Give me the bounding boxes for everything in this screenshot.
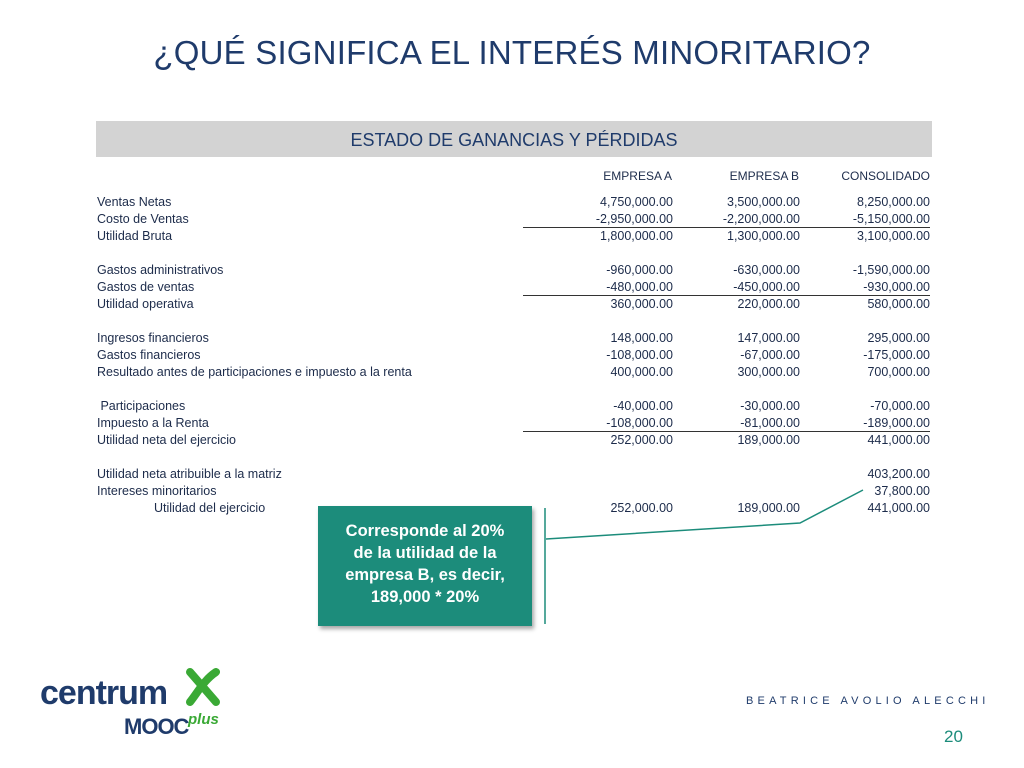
value-empresa-a: -108,000.00 bbox=[606, 416, 673, 430]
value-consolidado: -930,000.00 bbox=[863, 280, 930, 294]
value-empresa-b: -630,000.00 bbox=[733, 263, 800, 277]
svg-text:MOOC: MOOC bbox=[124, 714, 189, 739]
value-consolidado: 441,000.00 bbox=[867, 501, 930, 515]
value-consolidado: 3,100,000.00 bbox=[857, 229, 930, 243]
svg-text:plus: plus bbox=[188, 711, 219, 728]
value-empresa-b: -2,200,000.00 bbox=[722, 212, 800, 226]
value-empresa-b: 147,000.00 bbox=[737, 331, 800, 345]
value-consolidado: -189,000.00 bbox=[863, 416, 930, 430]
value-empresa-b: 189,000.00 bbox=[737, 433, 800, 447]
row-label: Utilidad neta del ejercicio bbox=[97, 433, 236, 447]
row-label: Utilidad Bruta bbox=[97, 229, 173, 243]
author-name: BEATRICE AVOLIO ALECCHI bbox=[746, 695, 990, 707]
value-empresa-a: 148,000.00 bbox=[610, 331, 673, 345]
value-empresa-b: 189,000.00 bbox=[737, 501, 800, 515]
page-number: 20 bbox=[944, 727, 963, 746]
value-empresa-b: -450,000.00 bbox=[733, 280, 800, 294]
column-header-empresa-b: EMPRESA B bbox=[729, 169, 799, 183]
value-empresa-b: 3,500,000.00 bbox=[727, 195, 800, 209]
row-label: Ventas Netas bbox=[97, 195, 172, 209]
value-consolidado: 295,000.00 bbox=[867, 331, 930, 345]
value-empresa-b: -81,000.00 bbox=[740, 416, 800, 430]
value-empresa-a: -960,000.00 bbox=[606, 263, 673, 277]
callout-line: de la utilidad de la bbox=[353, 544, 497, 562]
value-consolidado: -5,150,000.00 bbox=[852, 212, 930, 226]
row-label: Resultado antes de participaciones e impuesto a la renta bbox=[97, 365, 412, 379]
row-label: Utilidad operativa bbox=[97, 297, 194, 311]
value-empresa-a: -108,000.00 bbox=[606, 348, 673, 362]
value-consolidado: 580,000.00 bbox=[867, 297, 930, 311]
callout-box bbox=[318, 506, 532, 626]
value-empresa-a: -2,950,000.00 bbox=[595, 212, 673, 226]
value-empresa-a: 400,000.00 bbox=[610, 365, 673, 379]
row-label: Gastos administrativos bbox=[97, 263, 224, 277]
value-empresa-a: 1,800,000.00 bbox=[600, 229, 673, 243]
value-consolidado: 8,250,000.00 bbox=[857, 195, 930, 209]
value-empresa-b: -30,000.00 bbox=[740, 399, 800, 413]
value-consolidado: 37,800.00 bbox=[874, 484, 930, 498]
value-empresa-a: -480,000.00 bbox=[606, 280, 673, 294]
row-label: Gastos de ventas bbox=[97, 280, 195, 294]
column-header-empresa-a: EMPRESA A bbox=[603, 169, 672, 183]
value-consolidado: -175,000.00 bbox=[863, 348, 930, 362]
value-empresa-a: -40,000.00 bbox=[613, 399, 673, 413]
value-consolidado: 403,200.00 bbox=[867, 467, 930, 481]
value-consolidado: -70,000.00 bbox=[870, 399, 930, 413]
statement-header: ESTADO DE GANANCIAS Y PÉRDIDAS bbox=[96, 121, 932, 157]
value-consolidado: -1,590,000.00 bbox=[852, 263, 930, 277]
row-label: Impuesto a la Renta bbox=[97, 416, 209, 430]
slide-title: ¿QUÉ SIGNIFICA EL INTERÉS MINORITARIO? bbox=[153, 34, 871, 71]
value-empresa-a: 4,750,000.00 bbox=[600, 195, 673, 209]
row-label: Utilidad neta atribuible a la matriz bbox=[97, 467, 282, 481]
row-label: Gastos financieros bbox=[97, 348, 201, 362]
value-empresa-b: 220,000.00 bbox=[737, 297, 800, 311]
column-header-consolidado: CONSOLIDADO bbox=[841, 169, 930, 183]
svg-text:centrum: centrum bbox=[40, 674, 168, 712]
value-consolidado: 700,000.00 bbox=[867, 365, 930, 379]
value-empresa-b: -67,000.00 bbox=[740, 348, 800, 362]
value-empresa-a: 252,000.00 bbox=[610, 433, 673, 447]
value-empresa-b: 1,300,000.00 bbox=[727, 229, 800, 243]
row-label: Participaciones bbox=[97, 399, 186, 413]
row-label: Intereses minoritarios bbox=[97, 484, 217, 498]
value-empresa-a: 360,000.00 bbox=[610, 297, 673, 311]
row-label: Costo de Ventas bbox=[97, 212, 189, 226]
callout-line: 189,000 * 20% bbox=[370, 588, 480, 606]
value-empresa-b: 300,000.00 bbox=[737, 365, 800, 379]
callout-line: Corresponde al 20% bbox=[345, 522, 505, 540]
value-empresa-a: 252,000.00 bbox=[610, 501, 673, 515]
callout-line: empresa B, es decir, bbox=[345, 566, 505, 584]
row-label: Ingresos financieros bbox=[97, 331, 209, 345]
row-label: Utilidad del ejercicio bbox=[154, 501, 266, 515]
centrum-mooc-plus-logo bbox=[40, 668, 230, 742]
value-consolidado: 441,000.00 bbox=[867, 433, 930, 447]
